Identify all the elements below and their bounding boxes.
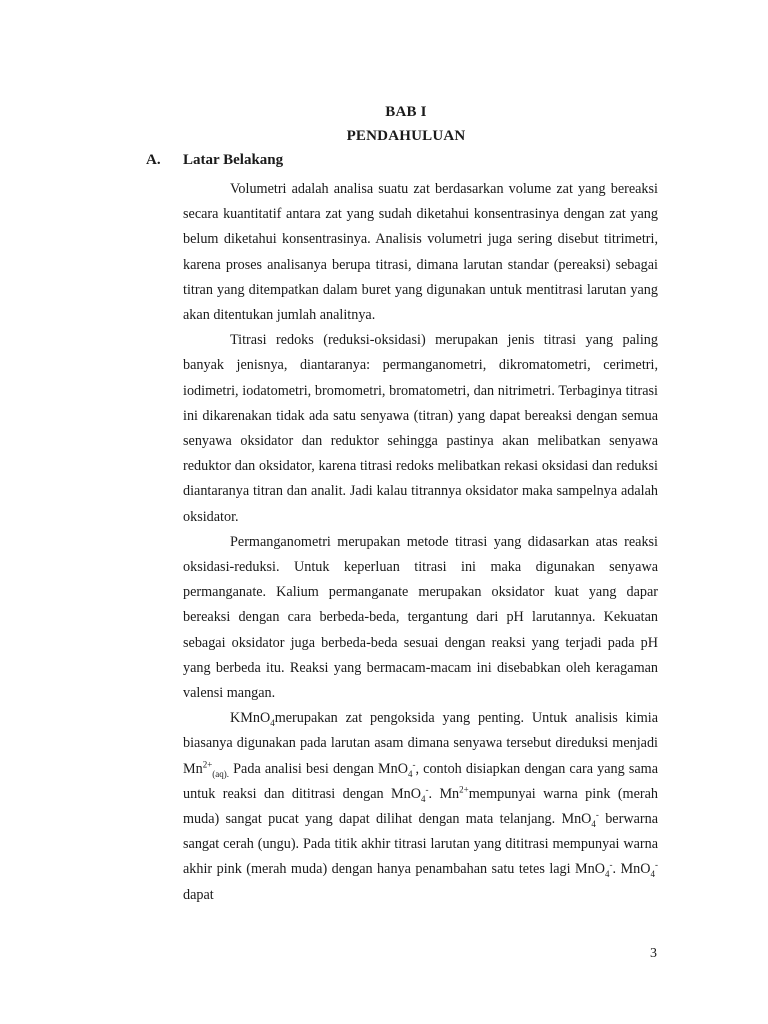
section-heading xyxy=(146,152,283,169)
section-number: A. xyxy=(146,152,161,168)
chapter-label: BAB I xyxy=(385,104,427,120)
paragraph-2: Titrasi redoks (reduksi-oksidasi) merupakan jenis titrasi yang paling banyak jenisnya, diantaranya: permanganometri, dikromatometri, cerimetri, iodimetri, iodatometri, bromometri, bromatometri, dan nitrimetri. Terbaginya titrasi ini dikarenakan tidak ada satu senyawa (titran) yang dapat bereaksi dengan semua senyawa oksidator dan reduktor sehingga pastinya akan melibatkan senyawa reduktor dan oksidator, karena titrasi redoks melibatkan rekasi oksidasi dan reduksi diantaranya titran dan analit. Jadi kalau titrannya oksidator maka sampelnya adalah oksidator. xyxy=(183,332,658,525)
body-text xyxy=(183,177,658,908)
paragraph-3: Permanganometri merupakan metode titrasi yang didasarkan atas reaksi oksidasi-reduksi. Untuk keperluan titrasi ini maka digunakan senyawa permanganate. Kalium permanganate merupakan oksidator kuat yang dapar bereaksi dengan cara berbeda-beda, tergantung dari pH larutannya. Kekuatan sebagai oksidator juga berbeda-beda sesuai dengan reaksi yang terjadi pada pH yang berbeda itu. Reaksi yang bermacam-macam ini disebabkan oleh keragaman valensi mangan. xyxy=(183,533,658,702)
page-number: 3 xyxy=(650,946,657,961)
paragraph-4: KMnO$_4$merupakan zat pengoksida yang penting. Untuk analisis kimia biasanya digunakan pada larutan asam dimana senyawa tersebut direduksi menjadi $Mn^{2+}_{(aq).}$ Pada analisi besi dengan MnO$_4$-, contoh disiapkan dengan cara yang sama untuk reaksi dan dititrasi dengan MnO$_4$-. $Mn^{2+}mempunyai$ warna pink (merah muda) sangat pucat yang dapat dilihat dengan mata telanjang. MnO$_4$- berwarna sangat cerah (ungu). Pada titik akhir titrasi larutan yang dititrasi mempunyai warna akhir pink (merah muda) dengan hanya penambahan satu tetes lagi MnO$_4$-. MnO$_4$- dapat xyxy=(183,710,658,903)
section-title: Latar Belakang xyxy=(183,152,284,168)
paragraph-1: Volumetri adalah analisa suatu zat berdasarkan volume zat yang bereaksi secara kuantitatif antara zat yang sudah diketahui konsentrasinya dengan zat yang belum diketahui konsentrasinya. Analisis volumetri juga sering disebut titrimetri, karena proses analisanya berupa titrasi, dimana larutan standar (pereaksi) sebagai titran yang ditempatkan dalam buret yang digunakan untuk mentitrasi larutan yang akan ditentukan jumlah analitnya. xyxy=(183,181,658,324)
chapter-title: PENDAHULUAN xyxy=(346,128,466,144)
